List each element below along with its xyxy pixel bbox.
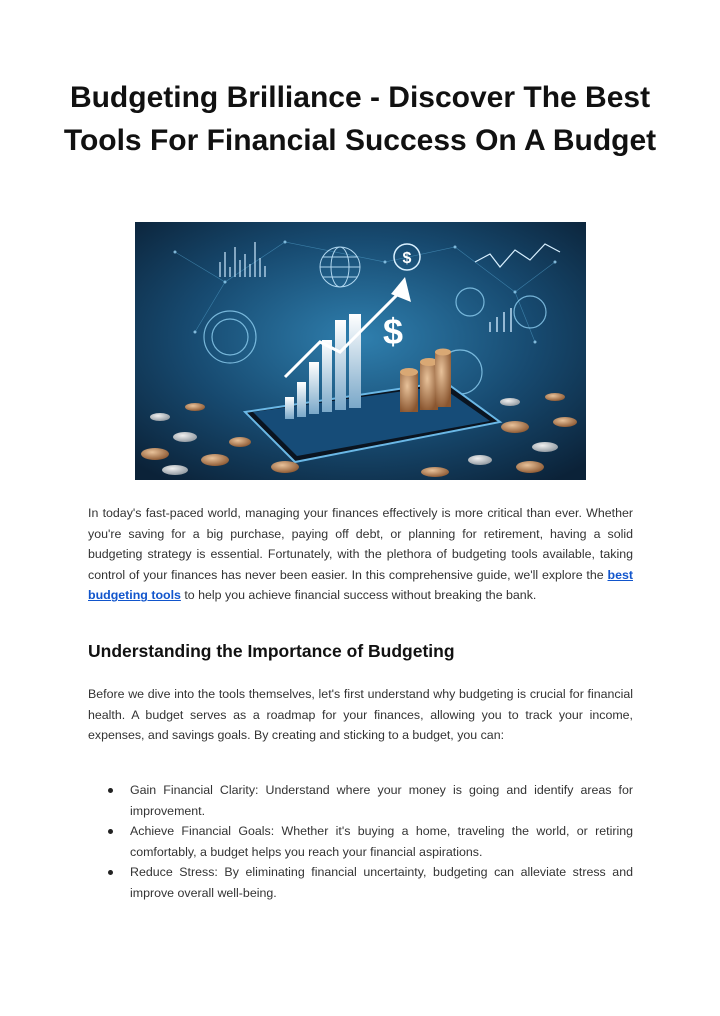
benefits-list	[88, 780, 633, 904]
list-item-text: Gain Financial Clarity: Understand where your money is going and identify areas for improvement.	[130, 783, 633, 818]
section-heading: Understanding the Importance of Budgeting	[88, 641, 455, 661]
bullet-icon	[108, 829, 113, 834]
list-item-text: Reduce Stress: By eliminating financial uncertainty, budgeting can alleviate stress and improve overall well-being.	[130, 865, 633, 900]
intro-text-start: In today's fast-paced world, managing your finances effectively is more critical than ever. Whether you're saving for a big purchase, paying off debt, or planning for retirement, having a solid budgeting strategy is essential. Fortunately, with the plethora of budgeting tools available, taking control of your finances has never been easier. In this comprehensive guide, we'll explore the	[88, 506, 633, 582]
page-title: Budgeting Brilliance - Discover The Best Tools For Financial Success On A Budget	[63, 81, 657, 157]
list-item	[88, 821, 633, 862]
intro-text-end: to help you achieve financial success without breaking the bank.	[180, 588, 537, 603]
list-item	[88, 862, 633, 903]
intro-paragraph	[88, 503, 633, 606]
bullet-icon	[108, 870, 113, 875]
svg-text:$: $	[382, 311, 404, 352]
best-budgeting-tools-link[interactable]: best budgeting tools	[88, 567, 633, 603]
list-item-text: Achieve Financial Goals: Whether it's buying a home, traveling the world, or retiring comfortably, a budget helps you reach your financial aspirations.	[130, 824, 633, 859]
bullet-icon	[108, 788, 113, 793]
section-paragraph: Before we dive into the tools themselves, let's first understand why budgeting is crucial for financial health. A budget serves as a roadmap for your finances, allowing you to track your income, expenses, and savings goals. By creating and sticking to a budget, you can:	[88, 687, 633, 743]
hero-image	[135, 222, 586, 480]
list-item	[88, 780, 633, 821]
svg-text:$: $	[402, 250, 412, 267]
